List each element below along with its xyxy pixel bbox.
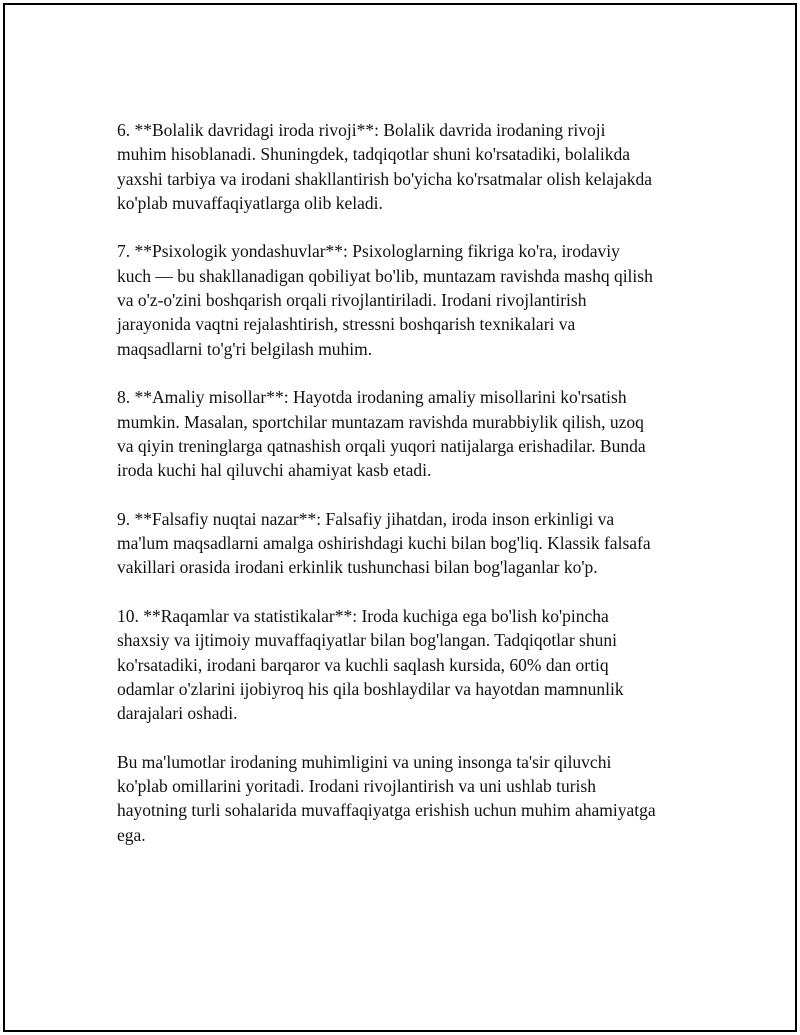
paragraph-amaliy-misollar: 8. **Amaliy misollar**: Hayotda irodaning amaliy misollarini ko'rsatish mumkin. Masalan, sportchilar muntazam ravishda murabbiylik qilish, uzoq va qiyin treninglarga qatnashish orqali yuqori natijalarga erishadilar. Bunda iroda kuchi hal qiluvchi ahamiyat kasb etadi.: [117, 387, 646, 481]
paragraph-falsafiy-nuqtai-nazar: 9. **Falsafiy nuqtai nazar**: Falsafiy jihatdan, iroda inson erkinligi va ma'lum maqsadlarni amalga oshirishdagi kuchi bilan bog'liq. Klassik falsafa vakillari orasida irodani erkinlik tushunchasi bilan bog'laganlar ko'p.: [117, 508, 651, 578]
paragraph-raqamlar-va-statistikalar: 10. **Raqamlar va statistikalar**: Iroda kuchiga ega bo'lish ko'pincha shaxsiy va ijtimoiy muvaffaqiyatlar bilan bog'langan. Tadqiqotlar shuni ko'rsatadiki, irodani barqaror va kuchli saqlash kursida, 60% dan ortiq odamlar o'zlarini ijobiyroq his qila boshlaydilar va hayotdan mamnunlik darajalari oshadi.: [117, 605, 624, 724]
paragraph-bolalik-davridagi-iroda: 6. **Bolalik davridagi iroda rivoji**: Bolalik davrida irodaning rivoji muhim hisoblanadi. Shuningdek, tadqiqotlar shuni ko'rsatadiki, bolalikda yaxshi tarbiya va irodani shakllantirish bo'yicha ko'rsatmalar olish kelajakda ko'plab muvaffaqiyatlarga olib keladi.: [117, 120, 653, 213]
document-body: [117, 118, 707, 871]
paragraph-psixologik-yondashuvlar: 7. **Psixologik yondashuvlar**: Psixologlarning fikriga ko'ra, irodaviy kuch — bu shakllanadigan qobiliyat bo'lib, muntazam ravishda mashq qilish va o'z-o'zini boshqarish orqali rivojlantiriladi. Irodani rivojlantirish jarayonida vaqtni rejalashtirish, stressni boshqarish texnikalari va maqsadlarni to'g'ri belgilash muhim.: [117, 241, 653, 359]
paragraph-conclusion: Bu ma'lumotlar irodaning muhimligini va uning insonga ta'sir qiluvchi ko'plab omillarini yoritadi. Irodani rivojlantirish va uni ushlab turish hayotning turli sohalarida muvaffaqiyatga erishish uchun muhim ahamiyatga ega.: [117, 751, 656, 845]
